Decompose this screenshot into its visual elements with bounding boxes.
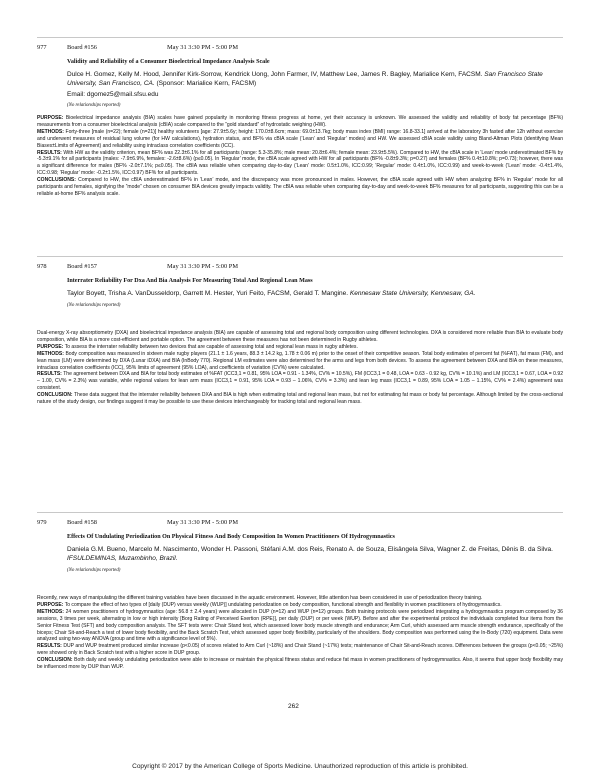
abstract-body: [37, 595, 563, 671]
abstract-header: [37, 263, 563, 272]
methods-text: Body composition was measured in sixteen male rugby players (21.1 ± 1.6 years, 88.3 ± 14.2 kg, 1.78 ± 0.06 m) prior to the onset of their competitive season. Total body estimates of percent fat (%FAT), fat mass (FM), and lean mass (LM) were determined by DXA (Lunar iDXA) and BIA (InBody 770). Regional LM estimates were also determined for the arms and legs from both devices. To assess the agreement between DXA and BIA on these measures, intraclass correlation coefficients (ICC), 95% limits of agreement (95% LOA), and coefficients of variation (CV%) were calculated.: [37, 350, 564, 371]
email[interactable]: Email: dgomez5@mail.sfsu.edu: [67, 91, 159, 98]
author-list: [67, 289, 563, 298]
conclusions-text: Compared to HW, the cBIA underestimated BF% in ‘Lean’ mode, and the discrepancy was more pronounced in males. However, the cBIA scale agreed with HW when analyzing BF% in ‘Regular’ mode for all participants and females, signifying the “mode” chosen on consumer BIA devices greatly impacts validity. The cBIA was reliable when comparing day-to-day and week-to-week BF% measures for all participants, suggesting this can be a reliable at-home BF% analysis scale.: [37, 177, 563, 197]
abstract-title: Validity and Reliability of a Consumer Bioelectrical Impedance Analysis Scale: [67, 59, 270, 65]
session-time: May 31 3:30 PM - 5:00 PM: [167, 263, 239, 270]
authors: Dulce H. Gomez, Kelly M. Hood, Jennifer Kirk-Sorrow, Kendrick Uong, John Farmer, IV, Matthew Lee, James R. Bagley, Marialice Kern, FACSM.: [67, 71, 483, 78]
board-number: Board #158: [67, 519, 97, 526]
intro-text: Recently, new ways of manipulating the different training variables have been discussed in the aquatic environment. However, little attention has been considered in use of periodization theory training.: [37, 595, 483, 601]
relationships-note: (No relationships reported): [67, 568, 121, 573]
conclusions-text: These data suggest that the interrater reliability between DXA and BIA is high when estimating total and regional lean mass, but not for estimating fat mass or body fat percentage. Although limited by the cross-sectional nature of the study design, our findings suggest it may be possible to use these devices interchangeably for tracking total and regional lean mass.: [37, 392, 564, 406]
session-time: May 31 3:30 PM - 5:00 PM: [167, 44, 239, 51]
abstract-number: 977: [37, 44, 47, 51]
abstract-979: [37, 519, 563, 671]
abstract-title: Effects Of Undulating Periodization On Physical Fitness And Body Composition In Women Practitioners Of Hydrogymnastics: [67, 534, 395, 540]
board-number: Board #157: [67, 263, 97, 270]
conclusions-label: CONCLUSION:: [37, 657, 73, 664]
abstract-number: 979: [37, 519, 47, 526]
purpose-label: PURPOSE:: [37, 601, 64, 608]
results-label: RESULTS:: [37, 643, 62, 650]
sponsor: (Sponsor: Marialice Kern, FACSM): [156, 80, 257, 87]
results-label: RESULTS:: [37, 149, 62, 156]
abstract-977: [37, 44, 563, 198]
results-text: The agreement between DXA and BIA for total body estimates of %FAT (ICC3,1 = 0.81, 95% LOA = 0.91 - 1.34%, CV% = 10.5%), FM (ICC3,1 = 0.48, LOA = 0.63 - 0.92 kg, CV% = 10.1%) and LM (ICC3,1 = 0.67, LOA = 0.92 – 1.00, CV% = 2.3%) was variable, while regional values for lean arm mass (ICC3,1 = 0.91, 95% LOA = 0.93 – 1.06%, CV% = 3.3%) and lean leg mass (ICC3,1 = 0.89, 95% LOA = 1.05 – 1.15%, CV% = 2.4%) agreement was consistent.: [37, 371, 564, 392]
results-text: With HW as the validity criterion, mean BF% was 22.3±6.1% for all participants (range: 5.3-35.8%; male mean: 20.8±6.4%; female mean: 23.9±5.5%). Compared to HW, the cBIA scale in ‘Lean’ mode underestimated BF% by -5.3±9.1% for all participants (males: -7.9±6.9%, females: -2.6±8.6%) (p≤0.05). In ‘Regular’ mode, the cBIA scale agreed with HW for all participants (BF% -0.8±9.3%; p=0.27) and females (BF% 0.4±10.8%; p=0.73); however, there was a significant difference for males (BF% -2.0±7.1%; p≤0.05). The cBIA was reliable when comparing day-to-day (‘Lean’ mode: 0.5±1.0%, ICC:0.99; ‘Regular’ mode: 0.4±1.0%, ICC:0.99) and week-to-week (‘Lean’ mode: -0.4±1.4%, ICC:0.98; ‘Regular’ mode: -0.2±1.5%, ICC:0.97) BF% for all participants.: [37, 149, 564, 177]
affiliation: Kennesaw State University, Kennesaw, GA.: [349, 290, 476, 297]
authors: Daniela G.M. Bueno, Marcelo M. Nascimento, Wonder H. Passoni, Stéfani A.M. dos Reis, Renato A. de Souza, Elisângela Silva, Wagner Z. de Freitas, Dênis B. da Silva.: [67, 546, 553, 553]
results-label: RESULTS:: [37, 371, 62, 378]
session-time: May 31 3:30 PM - 5:00 PM: [167, 519, 239, 526]
authors: Taylor Boyett, Trisha A. VanDusseldorp, Garrett M. Hester, Yuri Feito, FACSM, Gerald T. Mangine.: [67, 290, 349, 297]
methods-text: 24 women practitioners of hydrogymnastics (age: 56.8 ± 2.4 years) were allocated in DUP (n=12) and WUP (n=12) groups. Both training protocols were periodized integrating a hydrogymnastics program composed by 36 sessions, 3 times per week, alternating in low or high intensity [Borg Rating of Perceived Exertion (RPE)], per daily (DUP) or per week (WUP). Before and after the experimental protocol the individuals completed four items from the Senior Fitness Test (SFT) and body composition analysis. The SFT tests were: Chair Stand test, which assessed lower body muscle strength and endurance; Arm Curl, which assessed arm muscle strength endurance, specifically of the biceps; Chair Sit-and-Reach a test of lower body flexibility, and the Back Scratch Test, which assessed upper body flexibility, particularly of the shoulders. Body composition was performed using the In-Body (720) equipment. Data were analyzed using two-way ANOVA (group and time with a significance level of 5%).: [37, 608, 563, 643]
abstract-header: [37, 44, 563, 53]
purpose-label: PURPOSE:: [37, 115, 64, 121]
page-number: 262: [288, 703, 299, 710]
abstract-header: [37, 519, 563, 528]
affiliation: San Francisco State University, San Francisco, CA.: [67, 71, 543, 87]
methods-text: Forty-three [male (n=22); female (n=21)] healthy volunteers [age: 27.9±5.6y; height: 170.0±8.6cm; mass: 69.0±13.7kg; body mass index (BMI) range: 16.8-33.1] arrived at the laboratory 3h fasted after 12h without exercise and underwent measures of residual lung volume (for HW calculations), hydration status, and BF% via cBIA scale (‘Lean’ and ‘Regular’ modes) and HW. We assessed cBIA scale validity using Bland-Altman Plots (identifying Mean Biases±Limits of Agreement) and reliability using intraclass correlation coefficients (ICC).: [37, 128, 564, 149]
abstract-978: [37, 263, 563, 406]
copyright-footer: Copyright © 2017 by the American College of Sports Medicine. Unauthorized reproduction of this article is prohibited.: [132, 763, 468, 770]
intro-text: Dual-energy X-ray absorptiometry (DXA) and bioelectrical impedance analysis (BIA) are capable of assessing total and regional body composition using different technologies. DXA is considered more reliable than BIA to evaluate body composition, while BIA is a more cost-efficient and portable option. The agreement between these measures has not been determined in Rugby athletes.: [37, 330, 563, 343]
methods-label: METHODS:: [37, 608, 64, 615]
author-list: [67, 70, 563, 88]
rule-divider: [37, 512, 563, 513]
purpose-text: To assess the interrater reliability between two devices that are capable of assessing total and regional lean mass in rugby athletes.: [64, 343, 358, 350]
conclusions-label: CONCLUSION:: [37, 392, 73, 399]
board-number: Board #156: [67, 44, 97, 51]
methods-label: METHODS:: [37, 350, 64, 357]
conclusions-label: CONCLUSIONS:: [37, 177, 76, 184]
abstract-body: [37, 115, 563, 198]
relationships-note: (No relationships reported): [67, 103, 121, 108]
purpose-text: To compare the effect of two types of [daily (DUP) versus weekly (WUP)] undulating periodization on body composition, functional strength and flexibility in women practitioners of hydrogymnastics.: [64, 601, 502, 608]
relationships-note: (No relationships reported): [67, 303, 121, 308]
purpose-text: Bioelectrical impedance analysis (BIA) scales have gained popularity in monitoring fitness progress at home, yet their accuracy is unknown. We assessed the validity and reliability of body fat percentage (BF%) measurements from a consumer bioelectrical analysis (cBIA) scale compared to the “gold standard” of hydrostatic weighing (HW).: [37, 115, 564, 128]
affiliation: IFSULDEMINAS, Muzambinho, Brazil.: [67, 555, 178, 562]
conclusions-text: Both daily and weekly undulating periodization were able to increase or maintain the physical fitness status and reduce fat mass in women practitioners of hydrogymnastics. Also, it seems that upper body flexibility may be influenced more by DUP than WUP.: [37, 657, 563, 671]
methods-label: METHODS:: [37, 128, 64, 135]
results-text: DUP and WUP treatment produced similar increase (p<0.05) of scores related to Arm Curl (~18%) and Chair Stand (~17%) tests; maintenance of Chair Sit-and-Reach scores. Differences between the groups (p<0.05; ~25%) were showed only in Back Scratch test with a higher score in DUP group.: [37, 643, 563, 657]
author-list: [67, 545, 563, 563]
purpose-label: PURPOSE:: [37, 343, 64, 350]
rule-divider: [37, 256, 563, 257]
abstract-title: Interrater Reliability For Dxa And Bia Analysis For Measuring Total And Regional Lean Mass: [67, 278, 313, 284]
abstract-body: [37, 330, 563, 406]
abstract-number: 978: [37, 263, 47, 270]
rule-top: [37, 37, 563, 38]
